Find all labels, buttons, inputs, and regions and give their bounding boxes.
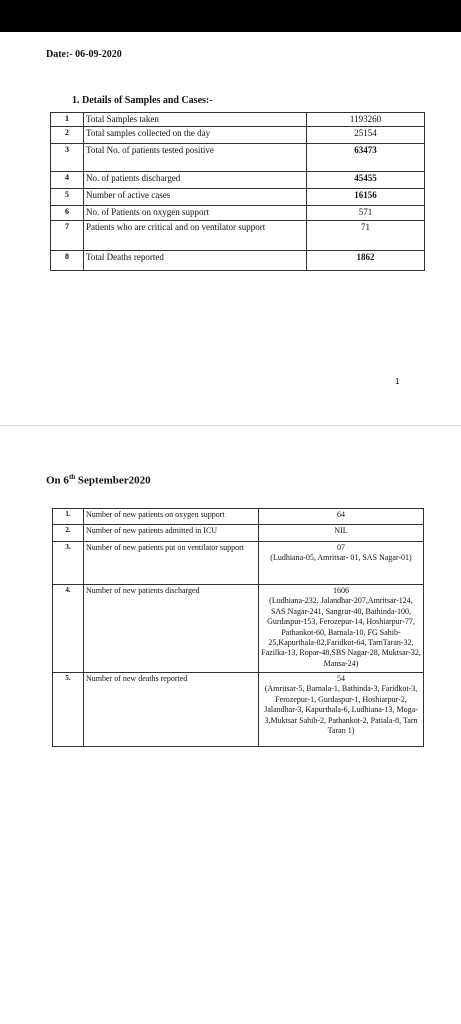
title-superscript: th <box>68 473 76 481</box>
row-label: Total samples collected on the day <box>84 127 307 144</box>
row-label: Number of new patients admitted in ICU <box>84 525 259 542</box>
top-status-bar <box>0 0 461 32</box>
row-number: 5 <box>51 189 84 206</box>
row-label: Number of new patients discharged <box>84 585 259 673</box>
table-row <box>51 127 425 144</box>
row-value: 07 (Ludhiana-05, Amritsar- 01, SAS Nagar-01) <box>259 542 424 585</box>
samples-cases-table <box>50 112 425 271</box>
row-value: 63473 <box>307 144 425 172</box>
row-number: 2 <box>51 127 84 144</box>
row-number: 3 <box>51 144 84 172</box>
table-row <box>53 509 424 525</box>
section-title-daily-update <box>46 473 151 487</box>
row-number: 2. <box>53 525 84 542</box>
table-row <box>51 113 425 127</box>
table-row <box>51 221 425 251</box>
table-row <box>51 206 425 221</box>
table-row <box>51 144 425 172</box>
row-number: 8 <box>51 251 84 271</box>
row-label: Number of new patients on oxygen support <box>84 509 259 525</box>
row-label: Total Samples taken <box>84 113 307 127</box>
daily-update-table <box>52 508 424 747</box>
row-value: NIL <box>259 525 424 542</box>
table-row <box>51 251 425 271</box>
row-value: 1193260 <box>307 113 425 127</box>
table-row <box>53 542 424 585</box>
document-date: Date:- 06-09-2020 <box>46 49 122 60</box>
table-row <box>53 673 424 747</box>
row-value: 64 <box>259 509 424 525</box>
row-label: Number of active cases <box>84 189 307 206</box>
row-number: 3. <box>53 542 84 585</box>
page-divider <box>0 425 461 426</box>
page-number: 1 <box>395 377 400 386</box>
row-label: Number of new patients put on ventilator support <box>84 542 259 585</box>
row-value: 71 <box>307 221 425 251</box>
row-label: Number of new deaths reported <box>84 673 259 747</box>
row-value: 571 <box>307 206 425 221</box>
row-label: Total No. of patients tested positive <box>84 144 307 172</box>
row-number: 1 <box>51 113 84 127</box>
table-row <box>53 525 424 542</box>
row-number: 4. <box>53 585 84 673</box>
row-label: No. of Patients on oxygen support <box>84 206 307 221</box>
table-row <box>53 585 424 673</box>
table-row <box>51 189 425 206</box>
title-prefix: On 6 <box>46 474 69 487</box>
row-number: 4 <box>51 172 84 189</box>
row-value: 1606 (Ludhiana-232, Jalandhar-207,Amritsar-124, SAS Nagar-241, Sangrur-40, Bathinda-100, Gurdaspur-153, Ferozepur-14, Hoshiarpur-77, Pathankot-60, Barnala-10, FG Sahib-25,Kapurthala-82,Faridkot-64, TarnTaran-32, Fazilka-13, Ropar-48,SBS Nagar-28, Muktsar-32, Mansa-24) <box>259 585 424 673</box>
row-value: 54 (Amritsar-5, Barnala-1, Bathinda-3, Faridkot-3, Ferozepur-1, Gurdaspur-1, Hoshiarpur-2, Jalandhar-3, Kapurthala-6, Ludhiana-13, Moga-3,Muktsar Sahib-2, Pathankot-2, Patiala-8, Tarn Taran 1) <box>259 673 424 747</box>
row-label: Total Deaths reported <box>84 251 307 271</box>
row-value: 25154 <box>307 127 425 144</box>
row-number: 6 <box>51 206 84 221</box>
section-title-samples-cases: 1. Details of Samples and Cases:- <box>72 95 213 106</box>
row-value: 1862 <box>307 251 425 271</box>
row-label: Patients who are critical and on ventilator support <box>84 221 307 251</box>
row-number: 5. <box>53 673 84 747</box>
row-label: No. of patients discharged <box>84 172 307 189</box>
row-number: 7 <box>51 221 84 251</box>
title-suffix: September2020 <box>75 474 151 487</box>
table-row <box>51 172 425 189</box>
row-value: 16156 <box>307 189 425 206</box>
row-number: 1. <box>53 509 84 525</box>
row-value: 45455 <box>307 172 425 189</box>
